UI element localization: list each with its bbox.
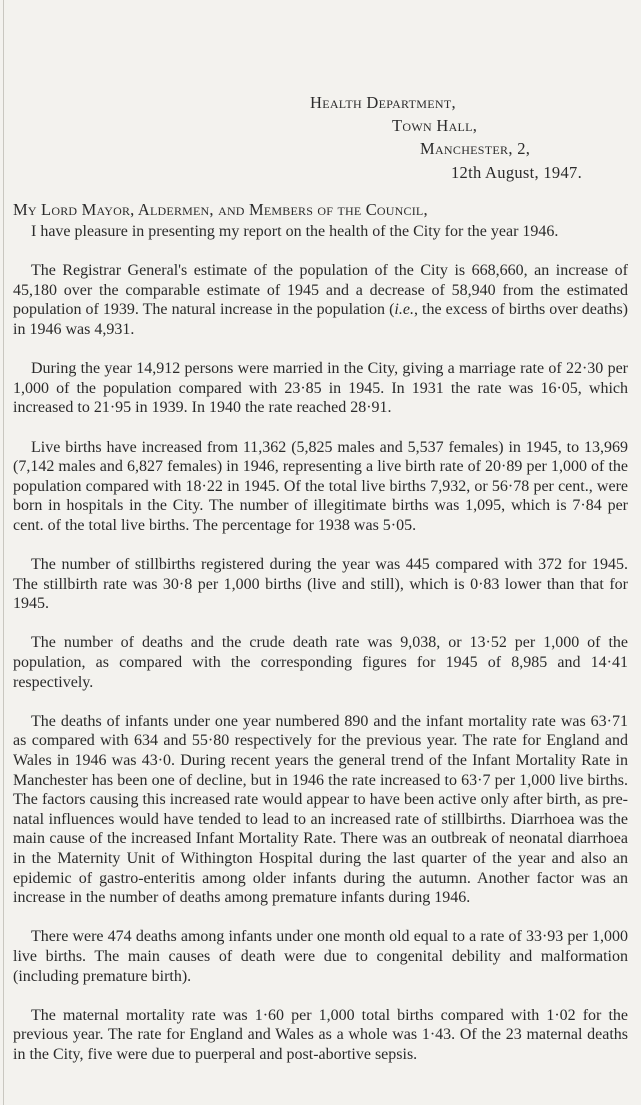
letterhead-city: Manchester, 2, xyxy=(420,139,531,158)
paragraph-live-births: Live births have increased from 11,362 (5,825 males and 5,537 females) in 1945, to 13,969 (7,142 males and 6,827 females) in 1946, representing a live birth rate of 20·89 per 1,000 of the population compared with 18·22 in 1945. Of the total live births 7,932, or 56·78 per cent., were born in hospitals in the City. The number of illegitimate births was 1,095, which is 7·84 per cent. of the total live births. The percentage for 1938 was 5·05. xyxy=(13,438,628,534)
salutation: My Lord Mayor, Aldermen, and Members of the Council, xyxy=(13,200,428,219)
paragraph-marriages: During the year 14,912 persons were married in the City, giving a marriage rate of 22·30 per 1,000 of the population compared with 23·85 in 1945. In 1931 the rate was 16·05, which increased to 21·95 in 1939. In 1940 the rate reached 28·91. xyxy=(13,360,628,417)
paragraph-maternal-mortality: The maternal mortality rate was 1·60 per 1,000 total births compared with 1·02 for the previous year. The rate for England and Wales as a whole was 1·43. Of the 23 maternal deaths in the City, five were due to puerperal and post-abortive sepsis. xyxy=(13,1006,628,1063)
paragraph-neonatal-deaths: There were 474 deaths among infants under one month old equal to a rate of 33·93 per 1,000 live births. The main causes of death were due to congenital debility and malformation (including premature birth). xyxy=(13,928,628,985)
letterhead-date: 12th August, 1947. xyxy=(451,163,582,182)
abbreviation-ie: i.e. xyxy=(394,301,414,319)
paragraph-deaths: The number of deaths and the crude death rate was 9,038, or 13·52 per 1,000 of the population, as compared with the corresponding figures for 1945 of 8,985 and 14·41 respectively. xyxy=(13,634,628,691)
page-edge-line xyxy=(3,0,4,1105)
paragraph-infant-mortality: The deaths of infants under one year numbered 890 and the infant mortality rate was 63·71 as compared with 634 and 55·80 respectively for the previous year. The rate for England and Wales in 1946 was 43·0. During recent years the general trend of the Infant Mortality Rate in Manchester has been one of decline, but in 1946 the rate increased to 63·7 per 1,000 live births. The factors causing this increased rate would appear to have been active only after birth, as pre-natal influences would have tended to lead to an increased rate of stillbirths. Diarrhoea was the main cause of the increased Infant Mortality Rate. There was an outbreak of neonatal diarrhoea in the Maternity Unit of Withington Hospital during the last quarter of the year and also an epidemic of gastro-enteritis among older infants during the autumn. Another factor was an increase in the number of deaths among premature infants during 1946. xyxy=(13,712,628,907)
letterhead-department: Health Department, xyxy=(310,93,456,112)
report-body xyxy=(13,222,628,1084)
paragraph-population: The Registrar General's estimate of the population of the City is 668,660, an increase of 45,180 over the comparable estimate of 1945 and a decrease of 58,940 from the estimated population of 1939. The natural increase in the population (i.e., the excess of births over deaths) in 1946 was 4,931. xyxy=(13,262,628,338)
paragraph-intro: I have pleasure in presenting my report on the health of the City for the year 1946. xyxy=(31,223,559,240)
paragraph-stillbirths: The number of stillbirths registered during the year was 445 compared with 372 for 1945. The stillbirth rate was 30·8 per 1,000 births (live and still), which is 0·83 lower than that for 1945. xyxy=(13,556,628,613)
letterhead-building: Town Hall, xyxy=(392,116,478,135)
